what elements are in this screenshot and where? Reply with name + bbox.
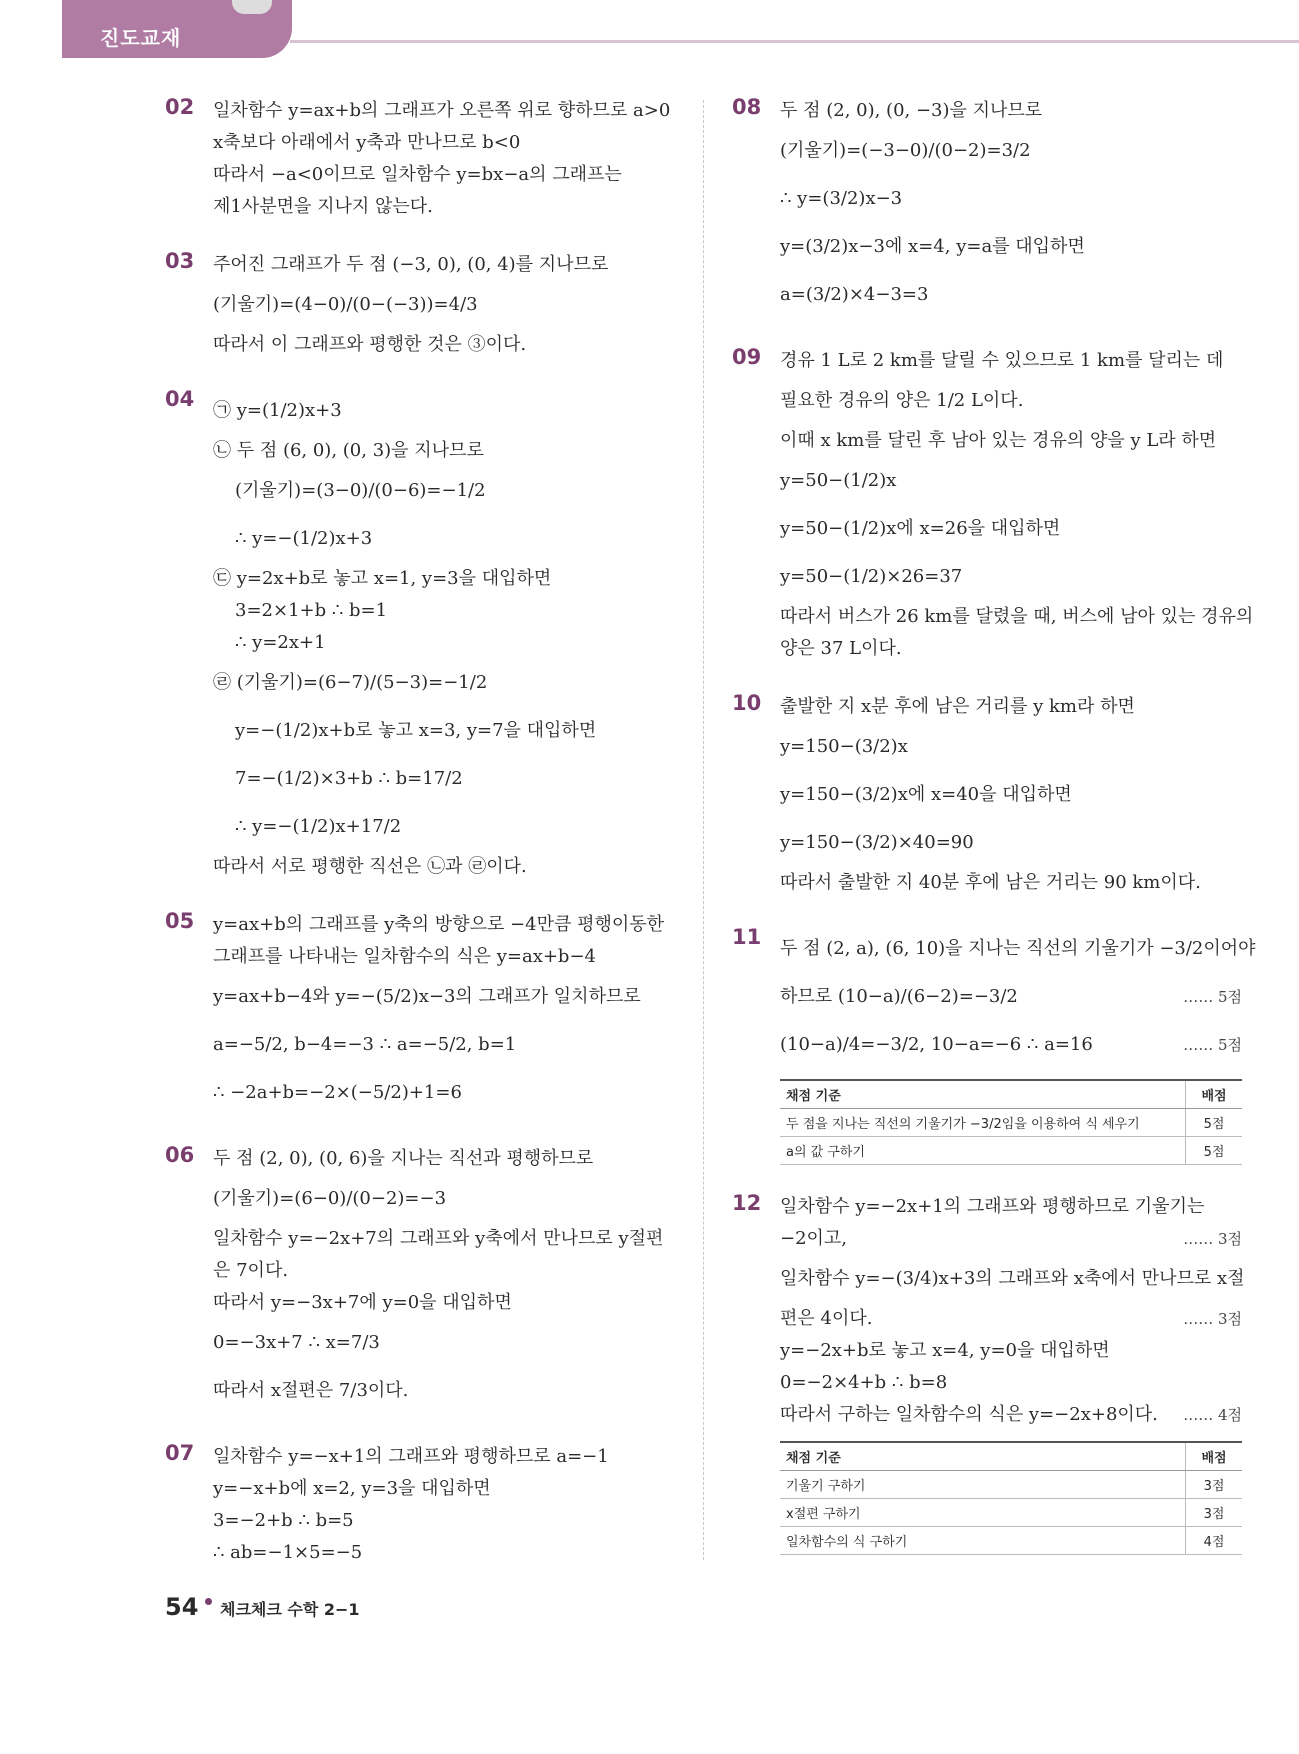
problem-03 <box>165 249 635 361</box>
solution-line: ㉡ 두 점 (6, 0), (0, 3)을 지나므로 <box>213 440 484 461</box>
solution-line: y=50−(1/2)x에 x=26을 대입하면 <box>780 518 1061 539</box>
solution-line: ∴ y=2x+1 <box>235 632 326 653</box>
solution-line: 따라서 구하는 일차함수의 식은 y=−2x+8이다. <box>780 1404 1158 1425</box>
solution-line: 0=−2×4+b ∴ b=8 <box>780 1372 948 1393</box>
problem-02 <box>165 95 671 223</box>
solution-line: a=−5/2, b−4=−3 ∴ a=−5/2, b=1 <box>213 1034 517 1055</box>
solution-line: 경유 1 L로 2 km를 달릴 수 있으므로 1 km를 달리는 데 <box>780 350 1224 371</box>
solution-line: 두 점 (2, 0), (0, −3)을 지나므로 <box>780 100 1043 121</box>
problem-11 <box>732 925 1256 1165</box>
problem-12 <box>732 1191 1245 1555</box>
solution-line: 따라서 x절편은 7/3이다. <box>213 1380 409 1401</box>
solution-line: 3=2×1+b ∴ b=1 <box>235 600 388 621</box>
solution-line: 두 점 (2, a), (6, 10)을 지나는 직선의 기울기가 −3/2이어야 <box>780 938 1256 959</box>
solution-line: y=−2x+b로 놓고 x=4, y=0을 대입하면 <box>780 1340 1110 1361</box>
solution-line: 따라서 출발한 지 40분 후에 남은 거리는 90 km이다. <box>780 872 1201 893</box>
solution-line: 0=−3x+7 ∴ x=7/3 <box>213 1332 380 1353</box>
solution-line: 주어진 그래프가 두 점 (−3, 0), (0, 4)를 지나므로 <box>213 254 609 275</box>
points-cell: 5점 <box>1186 1109 1243 1137</box>
solution-line: x축보다 아래에서 y축과 만나므로 b<0 <box>213 132 521 153</box>
solution-line: 제1사분면을 지나지 않는다. <box>213 196 433 217</box>
scoring-table <box>780 1079 1242 1165</box>
solution-line: y=150−(3/2)x에 x=40을 대입하면 <box>780 784 1072 805</box>
solution-line: (기울기)=(3−0)/(0−6)=−1/2 <box>235 480 486 501</box>
table-header: 채점 기준 <box>780 1080 1186 1109</box>
solution-line: ∴ y=−(1/2)x+3 <box>235 528 373 549</box>
solution-line: 일차함수 y=−x+1의 그래프와 평행하므로 a=−1 <box>213 1446 609 1467</box>
solution-line: 필요한 경유의 양은 1/2 L이다. <box>780 390 1024 411</box>
solution-line: y=(3/2)x−3에 x=4, y=a를 대입하면 <box>780 236 1085 257</box>
problem-number: 10 <box>732 691 762 715</box>
problem-number: 09 <box>732 345 762 369</box>
solution-line: 하므로 (10−a)/(6−2)=−3/2 <box>780 986 1018 1007</box>
problem-number: 11 <box>732 925 762 949</box>
solution-line: 7=−(1/2)×3+b ∴ b=17/2 <box>235 768 463 789</box>
problem-number: 05 <box>165 909 195 933</box>
criterion-cell: 일차함수의 식 구하기 <box>780 1527 1186 1555</box>
solution-line: ∴ −2a+b=−2×(−5/2)+1=6 <box>213 1082 462 1103</box>
header-tab-label: 진도교재 <box>100 26 182 50</box>
solution-line: y=150−(3/2)x <box>780 736 908 757</box>
solution-line: 따라서 이 그래프와 평행한 것은 ③이다. <box>213 334 527 355</box>
solution-line: y=50−(1/2)×26=37 <box>780 566 963 587</box>
points-cell: 3점 <box>1186 1499 1243 1527</box>
problem-number: 03 <box>165 249 195 273</box>
problem-number: 12 <box>732 1191 762 1215</box>
solution-line: y=50−(1/2)x <box>780 470 897 491</box>
table-header: 채점 기준 <box>780 1442 1186 1471</box>
solution-line: 따라서 서로 평행한 직선은 ㉡과 ㉣이다. <box>213 856 527 877</box>
problem-05 <box>165 909 665 1117</box>
points-cell: 4점 <box>1186 1527 1243 1555</box>
table-row <box>780 1527 1242 1555</box>
solution-line: 일차함수 y=−(3/4)x+3의 그래프와 x축에서 만나므로 x절 <box>780 1268 1245 1289</box>
solution-line: (기울기)=(6−0)/(0−2)=−3 <box>213 1188 447 1209</box>
problem-09 <box>732 345 1254 665</box>
problem-10 <box>732 691 1242 899</box>
solution-line: (10−a)/4=−3/2, 10−a=−6 ∴ a=16 <box>780 1034 1093 1055</box>
solution-line: (기울기)=(4−0)/(0−(−3))=4/3 <box>213 294 478 315</box>
problem-06 <box>165 1143 664 1415</box>
table-header: 배점 <box>1186 1442 1243 1471</box>
solution-line: 3=−2+b ∴ b=5 <box>213 1510 354 1531</box>
points-cell: 3점 <box>1186 1471 1243 1499</box>
solution-line: y=ax+b의 그래프를 y축의 방향으로 −4만큼 평행이동한 <box>213 914 665 935</box>
solution-line: −2이고, <box>780 1228 848 1249</box>
table-header: 배점 <box>1186 1080 1243 1109</box>
book-title: 체크체크 수학 2−1 <box>220 1600 360 1619</box>
solution-line: ㉢ y=2x+b로 놓고 x=1, y=3을 대입하면 <box>213 568 552 589</box>
criterion-cell: x절편 구하기 <box>780 1499 1186 1527</box>
solution-line: 일차함수 y=−2x+1의 그래프와 평행하므로 기울기는 <box>780 1196 1205 1217</box>
problem-number: 04 <box>165 387 195 411</box>
header-rule <box>290 40 1299 43</box>
solution-line: y=150−(3/2)×40=90 <box>780 832 974 853</box>
solution-line: ㉠ y=(1/2)x+3 <box>213 400 342 421</box>
solution-line: y=−x+b에 x=2, y=3을 대입하면 <box>213 1478 491 1499</box>
solution-line: (기울기)=(−3−0)/(0−2)=3/2 <box>780 140 1031 161</box>
solution-line: y=−(1/2)x+b로 놓고 x=3, y=7을 대입하면 <box>235 720 597 741</box>
criterion-cell: 두 점을 지나는 직선의 기울기가 −3/2임을 이용하여 식 세우기 <box>780 1109 1186 1137</box>
problem-04 <box>165 387 635 883</box>
problem-number: 08 <box>732 95 762 119</box>
left-column <box>165 95 671 1595</box>
problem-number: 02 <box>165 95 195 119</box>
solution-line: y=ax+b−4와 y=−(5/2)x−3의 그래프가 일치하므로 <box>213 986 641 1007</box>
footer-bullet <box>205 1598 212 1605</box>
mascot-logo <box>232 0 272 14</box>
problem-number: 06 <box>165 1143 195 1167</box>
score-points: …… 3점 <box>1183 1230 1242 1248</box>
solution-line: 따라서 −a<0이므로 일차함수 y=bx−a의 그래프는 <box>213 164 622 185</box>
solution-line: a=(3/2)×4−3=3 <box>780 284 929 305</box>
solution-line: ㉣ (기울기)=(6−7)/(5−3)=−1/2 <box>213 672 488 693</box>
table-row <box>780 1499 1242 1527</box>
solution-line: ∴ y=−(1/2)x+17/2 <box>235 816 402 837</box>
solution-line: 은 7이다. <box>213 1260 289 1281</box>
solution-line: 따라서 버스가 26 km를 달렸을 때, 버스에 남아 있는 경유의 <box>780 606 1254 627</box>
criterion-cell: 기울기 구하기 <box>780 1471 1186 1499</box>
score-points: …… 5점 <box>1183 988 1242 1006</box>
solution-line: ∴ ab=−1×5=−5 <box>213 1542 363 1563</box>
criterion-cell: a의 값 구하기 <box>780 1137 1186 1165</box>
table-row <box>780 1137 1242 1165</box>
column-divider <box>703 100 704 1560</box>
score-points: …… 4점 <box>1183 1406 1242 1424</box>
solution-line: 이때 x km를 달린 후 남아 있는 경유의 양을 y L라 하면 <box>780 430 1217 451</box>
solution-line: 그래프를 나타내는 일차함수의 식은 y=ax+b−4 <box>213 946 596 967</box>
table-row <box>780 1109 1242 1137</box>
solution-line: 따라서 y=−3x+7에 y=0을 대입하면 <box>213 1292 512 1313</box>
problem-07 <box>165 1441 635 1569</box>
problem-number: 07 <box>165 1441 195 1465</box>
page-number: 54 <box>165 1593 199 1621</box>
solution-line: 편은 4이다. <box>780 1308 873 1329</box>
solution-line: 일차함수 y=ax+b의 그래프가 오른쪽 위로 향하므로 a>0 <box>213 100 671 121</box>
score-points: …… 3점 <box>1183 1310 1242 1328</box>
solution-line: 양은 37 L이다. <box>780 638 902 659</box>
scoring-table <box>780 1441 1242 1555</box>
problem-08 <box>732 95 1242 319</box>
solution-line: ∴ y=(3/2)x−3 <box>780 188 903 209</box>
points-cell: 5점 <box>1186 1137 1243 1165</box>
solution-line: 두 점 (2, 0), (0, 6)을 지나는 직선과 평행하므로 <box>213 1148 594 1169</box>
right-column <box>732 95 1256 1581</box>
solution-line: 출발한 지 x분 후에 남은 거리를 y km라 하면 <box>780 696 1135 717</box>
table-row <box>780 1471 1242 1499</box>
solution-line: 일차함수 y=−2x+7의 그래프와 y축에서 만나므로 y절편 <box>213 1228 664 1249</box>
score-points: …… 5점 <box>1183 1036 1242 1054</box>
